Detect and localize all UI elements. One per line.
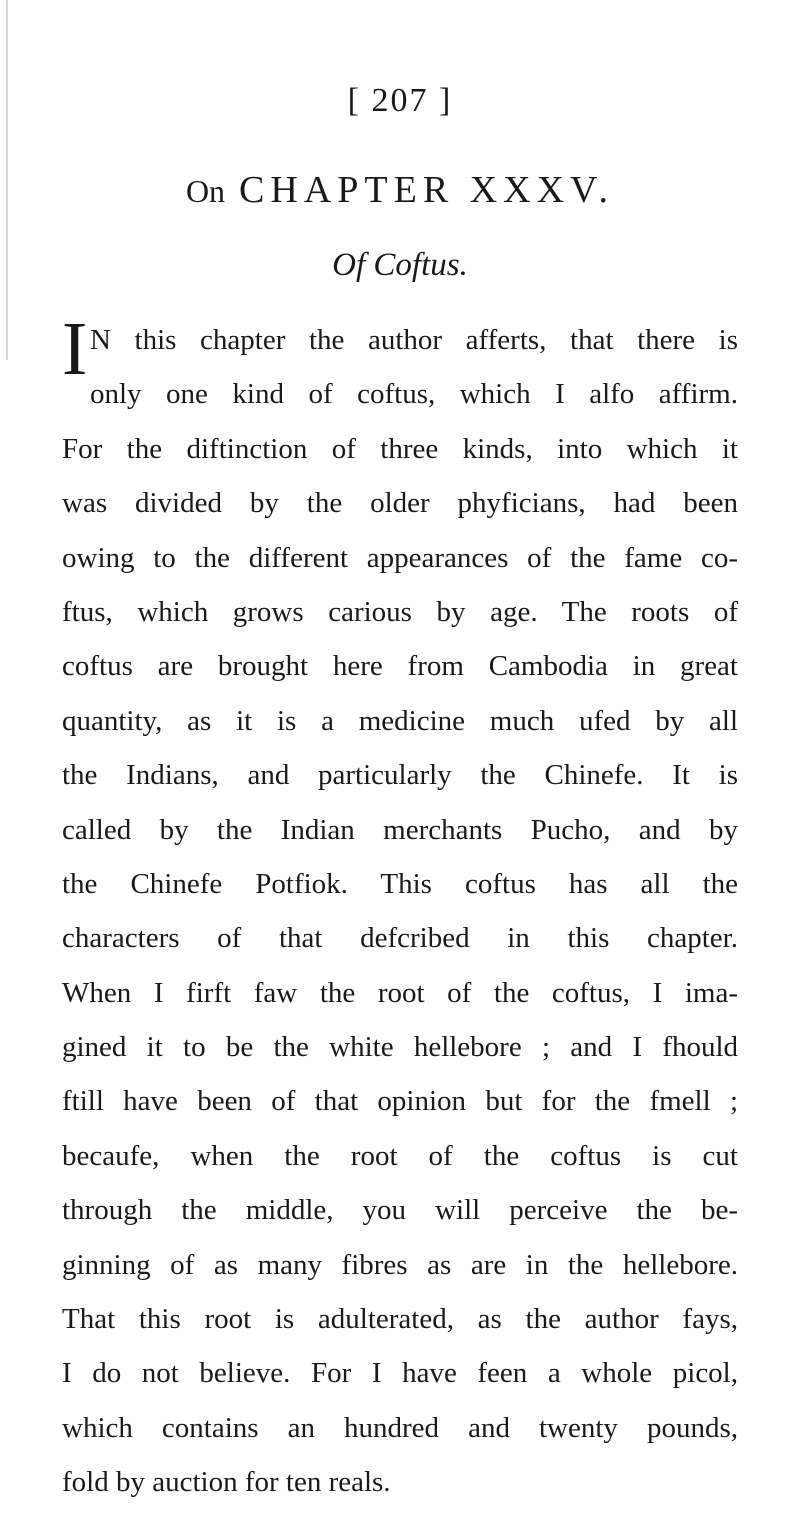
drop-cap: I <box>62 307 88 391</box>
text-line: called by the Indian merchants Pucho, and by <box>62 813 738 846</box>
text-line: only one kind of coftus, which I alfo affirm. <box>90 378 738 411</box>
text-line: coftus are brought here from Cambodia in great <box>62 650 738 683</box>
text-line: the Chinefe Potfiok. This coftus has all the <box>62 867 738 900</box>
text-line: For the diftinction of three kinds, into which it <box>62 432 738 465</box>
text-line: ginning of as many fibres as are in the hellebore. <box>62 1248 738 1281</box>
text-line: I do not believe. For I have feen a whole picol, <box>62 1357 738 1390</box>
text-line: which contains an hundred and twenty pounds, <box>62 1411 738 1444</box>
text-line: ftill have been of that opinion but for the fmell ; <box>62 1085 738 1118</box>
body-paragraph <box>62 313 738 1510</box>
chapter-heading <box>0 168 800 212</box>
text-line: gined it to be the white hellebore ; and I fhould <box>62 1031 738 1064</box>
text-line: That this root is adulterated, as the author fays, <box>62 1303 738 1336</box>
text-line: ftus, which grows carious by age. The roots of <box>62 595 738 628</box>
chapter-label: CHAPTER XXXV. <box>239 169 615 211</box>
text-line: When I firft faw the root of the coftus, I ima- <box>62 976 738 1009</box>
text-line: quantity, as it is a medicine much ufed by all <box>62 704 738 737</box>
text-line: through the middle, you will perceive the be- <box>62 1194 738 1227</box>
text-line: fold by auction for ten reals. <box>62 1466 391 1499</box>
text-line: owing to the different appearances of the fame co- <box>62 541 738 574</box>
page-number: [ 207 ] <box>347 82 453 119</box>
chapter-title: Of Coftus. <box>332 247 468 283</box>
text-line: becaufe, when the root of the coftus is cut <box>62 1139 738 1172</box>
text-line: N this chapter the author afferts, that there is <box>90 324 738 356</box>
text-line: the Indians, and particularly the Chinefe. It is <box>62 759 738 792</box>
text-line: was divided by the older phyficians, had been <box>62 487 738 520</box>
text-line: characters of that defcribed in this chapter. <box>62 922 738 955</box>
chapter-prefix: On <box>185 173 226 209</box>
